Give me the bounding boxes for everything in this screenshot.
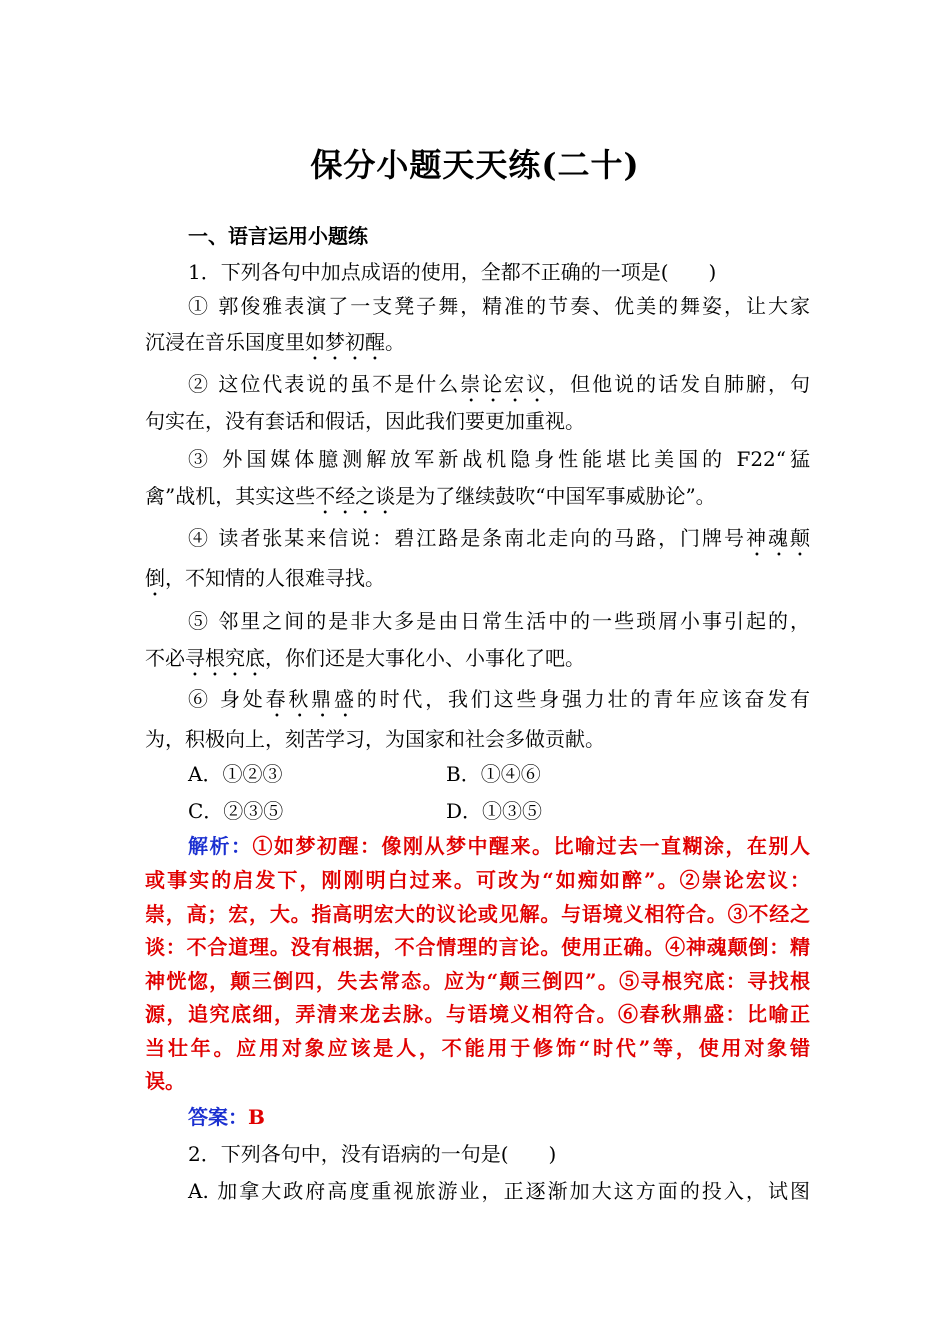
- page-title: 保分小题天天练(二十): [310, 146, 640, 184]
- q1-answer: [188, 1102, 810, 1132]
- q1-analysis-line-3: 崇，高；宏，大。指高明宏大的议论或见解。与语境义相符合。③不经之: [145, 902, 810, 926]
- q1-option-a: A．①②③: [188, 762, 283, 786]
- text: 是为了继续鼓吹“中国军事威胁论”。: [395, 484, 716, 508]
- q1-analysis-line-8: 误。: [145, 1069, 185, 1093]
- section-heading: 一、语言运用小题练: [188, 224, 368, 248]
- q1-analysis-line-7: 当壮年。应用对象应该是人，不能用于修饰“时代”等，使用对象错: [145, 1036, 810, 1060]
- q2-option-a: A. 加拿大政府高度重视旅游业，正逐渐加大这方面的投入，试图: [188, 1179, 810, 1203]
- dotted-idiom: 春秋鼎盛: [265, 687, 357, 711]
- q1-sentence-4-line-1: [188, 523, 810, 561]
- text: ② 这位代表说的虽不是什么: [188, 372, 461, 396]
- dotted-idiom: 倒: [145, 566, 165, 590]
- q1-sentence-3-line-1: ③ 外国媒体臆测解放军新战机隐身性能堪比美国的 F22“猛: [188, 447, 810, 471]
- text: 不必: [145, 646, 185, 670]
- dotted-idiom: 不经之谈: [315, 484, 396, 508]
- dotted-idiom: 如梦初醒: [305, 330, 385, 354]
- q1-analysis-line-6: 源，追究底细，弄清来龙去脉。与语境义相符合。⑥春秋鼎盛：比喻正: [145, 1002, 810, 1026]
- q1-sentence-3-line-2: [145, 481, 810, 519]
- q1-sentence-1-line-1: ① 郭俊雅表演了一支凳子舞，精准的节奏、优美的舞姿，让大家: [188, 294, 810, 318]
- q1-analysis-line-1: [188, 831, 810, 861]
- q1-sentence-1-line-2: [145, 327, 810, 365]
- q1-sentence-6-line-2: 为，积极向上，刻苦学习，为国家和社会多做贡献。: [145, 727, 605, 751]
- q1-sentence-5-line-1: ⑤ 邻里之间的是非大多是由日常生活中的一些琐屑小事引起的，: [188, 609, 810, 633]
- dotted-idiom: 崇论宏议: [460, 372, 549, 396]
- q1-sentence-2-line-1: [188, 369, 810, 407]
- analysis-label: 解析：: [188, 834, 253, 858]
- q1-analysis-line-5: 神恍惚，颠三倒四，失去常态。应为“颠三倒四”。⑤寻根究底：寻找根: [145, 969, 810, 993]
- q1-analysis-line-2: 或事实的启发下，刚刚明白过来。可改为“如痴如醉”。②崇论宏议：: [145, 868, 810, 892]
- question-1-stem: 1．下列各句中加点成语的使用，全都不正确的一项是( ): [188, 260, 717, 284]
- dotted-idiom: 神魂颠: [746, 526, 811, 550]
- text: 沉浸在音乐国度里: [145, 330, 305, 354]
- q1-option-b: B．①④⑥: [446, 762, 541, 786]
- q1-sentence-2-line-2: 句实在，没有套话和假话，因此我们要更加重视。: [145, 409, 585, 433]
- question-2-stem: 2．下列各句中，没有语病的一句是( ): [188, 1142, 557, 1166]
- text: 。: [385, 330, 405, 354]
- text: ，不知情的人很难寻找。: [165, 566, 385, 590]
- text: ④ 读者张某来信说：碧江路是条南北走向的马路，门牌号: [188, 526, 747, 550]
- answer-value: B: [248, 1105, 265, 1129]
- q1-sentence-6-line-1: [188, 684, 810, 722]
- text: ⑥ 身处: [188, 687, 266, 711]
- text: 的时代，我们这些身强力壮的青年应该奋发有: [356, 687, 811, 711]
- analysis-text: ①如梦初醒：像刚从梦中醒来。比喻过去一直糊涂，在别人: [252, 834, 810, 858]
- q1-option-d: D．①③⑤: [446, 799, 543, 823]
- dotted-idiom: 寻根究底: [185, 646, 265, 670]
- q1-analysis-line-4: 谈：不合道理。没有根据，不合情理的言论。使用正确。④神魂颠倒：精: [145, 935, 810, 959]
- text: ，你们还是大事化小、小事化了吧。: [265, 646, 585, 670]
- q1-option-c: C．②③⑤: [188, 799, 284, 823]
- text: ，但他说的话发自肺腑，句: [548, 372, 811, 396]
- q1-sentence-5-line-2: [145, 643, 810, 681]
- text: 禽”战机，其实这些: [145, 484, 316, 508]
- q1-sentence-4-line-2: [145, 563, 810, 601]
- answer-label: 答案：: [188, 1105, 248, 1129]
